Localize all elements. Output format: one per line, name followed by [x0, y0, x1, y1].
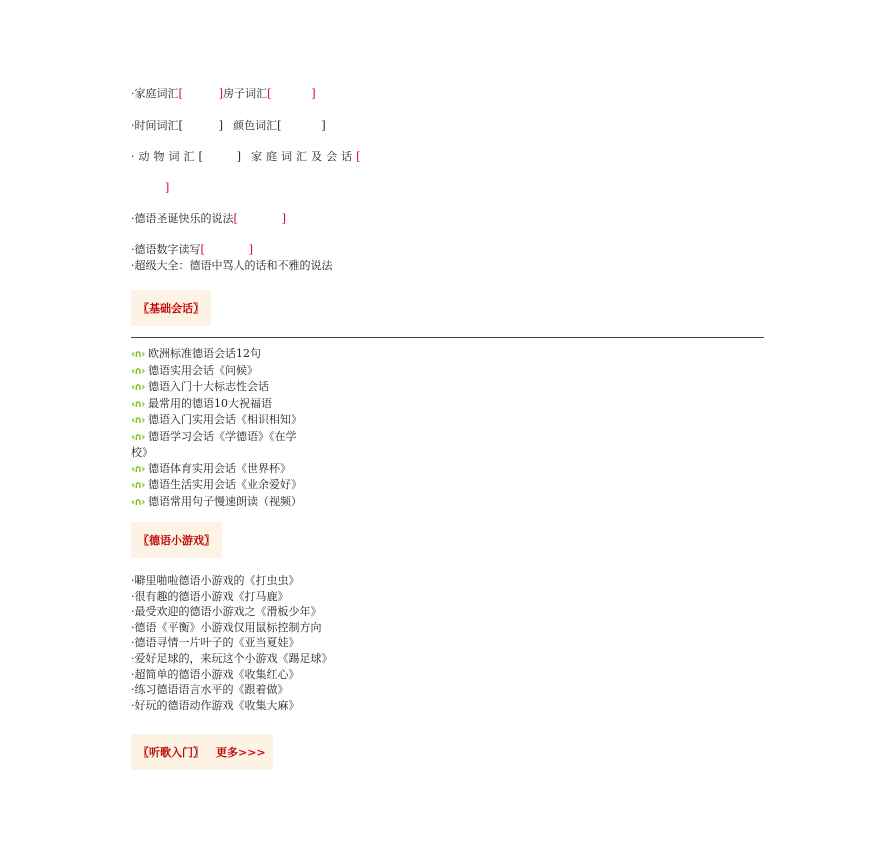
list-item[interactable]: ·好玩的德语动作游戏《收集大麻》	[131, 698, 300, 712]
list-item[interactable]: ·噼里啪啦德语小游戏的《打虫虫》	[131, 574, 300, 587]
headphone-icon: ‹∩›	[131, 496, 145, 508]
list-item[interactable]: ·爱好足球的，来玩这个小游戏《踢足球》	[131, 651, 333, 665]
games-header	[131, 522, 222, 558]
vocab-line-1: ·家庭词汇[ ]房子词汇[ ]	[131, 87, 316, 100]
swear-link[interactable]: ·超级大全：德语中骂人的话和不雅的说法	[131, 259, 333, 272]
list-item[interactable]: ‹∩› 德语入门十大标志性会话	[131, 379, 302, 396]
headphone-icon: ‹∩›	[131, 365, 145, 377]
list-item[interactable]: ·练习德语语言水平的《跟着做》	[131, 683, 289, 697]
vocab-line-3: ·动物词汇[ ] 家庭词汇及会话[	[131, 150, 365, 163]
songs-title[interactable]: 〖听歌入门〗	[138, 746, 204, 759]
headphone-icon: ‹∩›	[131, 463, 145, 475]
list-item[interactable]: ‹∩› 德语学习会话《学德语》《在学	[131, 429, 302, 446]
list-item[interactable]: ‹∩› 德语生活实用会话《业余爱好》	[131, 477, 302, 494]
basic-conversation-title[interactable]: 〖基础会话〗	[138, 302, 204, 315]
list-item[interactable]: ‹∩› 德语常用句子慢速朗读（视频）	[131, 494, 302, 511]
more-link[interactable]: 更多>>>	[216, 746, 266, 759]
list-item[interactable]: ‹∩› 德语体育实用会话《世界杯》	[131, 461, 302, 478]
numbers-link[interactable]: ·德语数字读写	[131, 243, 201, 256]
xmas-link[interactable]: ·德语圣诞快乐的说法	[131, 212, 234, 225]
list-item[interactable]: ‹∩› 最常用的德语10大祝福语	[131, 396, 302, 413]
vocab-line-5: ·德语数字读写[ ]	[131, 243, 254, 256]
animal-vocab-link[interactable]: ·动物词汇	[131, 150, 199, 163]
divider	[131, 337, 764, 338]
songs-header	[131, 734, 273, 770]
family-conv-link[interactable]: 家庭词汇及会话	[251, 150, 357, 163]
vocab-line-2: ·时间词汇[ ] 颜色词汇[ ]	[131, 119, 326, 132]
list-item[interactable]: ·最受欢迎的德语小游戏之《滑板少年》	[131, 605, 322, 619]
headphone-icon: ‹∩›	[131, 480, 145, 491]
conversation-list	[131, 346, 302, 510]
games-list	[131, 573, 333, 713]
list-item[interactable]: ‹∩› 德语入门实用会话《相识相知》	[131, 412, 302, 429]
more-arrows: >>>	[238, 746, 266, 759]
headphone-icon: ‹∩›	[131, 349, 145, 360]
vocab-line-4: ·德语圣诞快乐的说法[ ]	[131, 212, 287, 225]
headphone-icon: ‹∩›	[131, 431, 145, 443]
games-title[interactable]: 〖德语小游戏〗	[138, 534, 215, 547]
color-vocab-link[interactable]: 颜色词汇	[233, 119, 278, 132]
list-item[interactable]: ·德语《平衡》小游戏仅用鼠标控制方向	[131, 620, 322, 634]
vocab-line-3-close: ]	[165, 181, 170, 194]
headphone-icon: ‹∩›	[131, 415, 145, 426]
house-vocab-link[interactable]: 房子词汇	[223, 87, 268, 100]
basic-conversation-header	[131, 290, 211, 326]
list-item[interactable]: ‹∩› 德语实用会话《问候》	[131, 363, 302, 380]
list-item[interactable]: ·德语寻情一片叶子的《亚当夏娃》	[131, 636, 300, 650]
list-item[interactable]: ·超简单的德语小游戏《收集红心》	[131, 667, 300, 681]
time-vocab-link[interactable]: ·时间词汇	[131, 119, 179, 132]
family-vocab-link[interactable]: ·家庭词汇	[131, 87, 179, 100]
headphone-icon: ‹∩›	[131, 398, 145, 410]
list-item[interactable]: ·很有趣的德语小游戏《打马鹿》	[131, 589, 289, 603]
list-item[interactable]: ‹∩› 欧洲标准德语会话12句	[131, 346, 302, 363]
list-item-continued[interactable]: 校》	[131, 446, 153, 459]
headphone-icon: ‹∩›	[131, 382, 145, 393]
